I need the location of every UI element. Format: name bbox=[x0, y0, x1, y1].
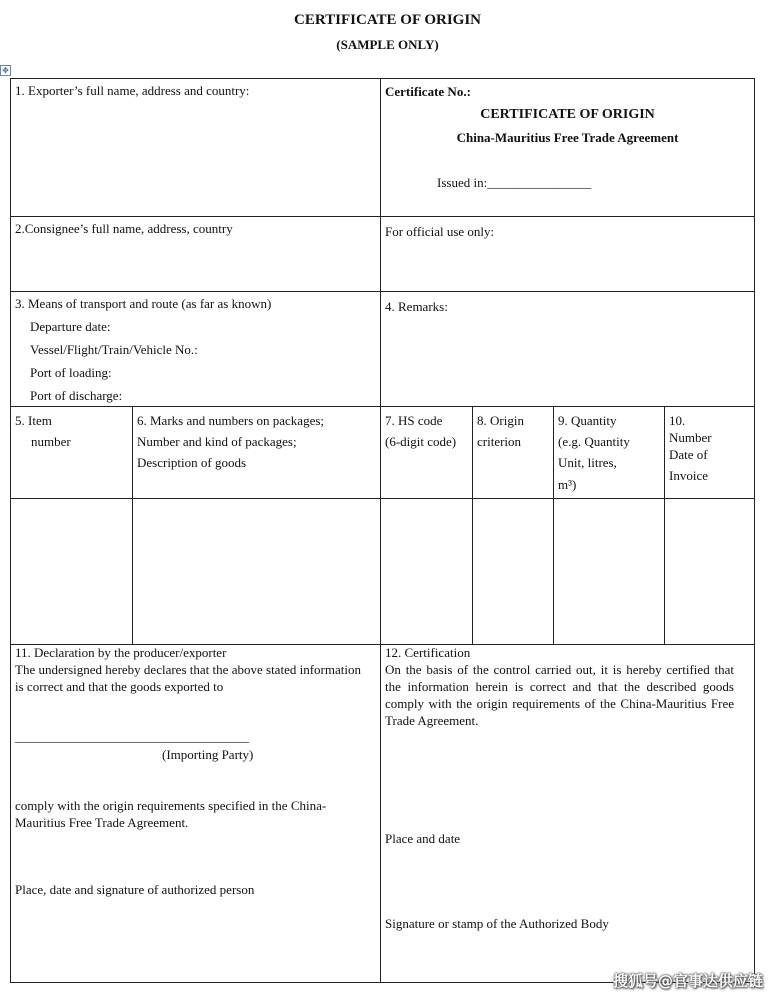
exporter-signature-label: Place, date and signature of authorized person bbox=[15, 882, 255, 897]
col-quantity-header: (e.g. Quantity bbox=[558, 434, 630, 449]
row-divider bbox=[10, 216, 755, 217]
row-divider bbox=[10, 498, 755, 499]
authorized-body-signature-label: Signature or stamp of the Authorized Body bbox=[385, 916, 609, 931]
col-quantity-header: m³) bbox=[558, 477, 577, 492]
table-border-right bbox=[754, 78, 755, 983]
column-divider bbox=[472, 406, 473, 645]
col-marks-header: Description of goods bbox=[137, 455, 247, 470]
col-item-number-header: 5. Item bbox=[15, 413, 52, 428]
place-and-date-label: Place and date bbox=[385, 831, 461, 846]
remarks-label: 4. Remarks: bbox=[385, 299, 448, 314]
col-quantity-header: Unit, litres, bbox=[558, 455, 617, 470]
table-move-handle-icon[interactable]: ✥ bbox=[0, 65, 11, 76]
column-divider bbox=[553, 406, 554, 645]
col-invoice-header: Number bbox=[669, 430, 712, 445]
col-hs-code-header: (6-digit code) bbox=[385, 434, 457, 449]
exporter-label: 1. Exporter’s full name, address and country: bbox=[15, 83, 250, 98]
transport-route-label: 3. Means of transport and route (as far as known) bbox=[15, 296, 272, 311]
declaration-text: The undersigned hereby declares that the above stated information is correct and that the goods exported to bbox=[15, 662, 361, 694]
declaration-heading: 11. Declaration by the producer/exporter bbox=[15, 645, 227, 660]
document-subtitle: (SAMPLE ONLY) bbox=[336, 37, 439, 52]
importing-party-blank[interactable]: ____________________________________ bbox=[15, 729, 249, 744]
importing-party-label: (Importing Party) bbox=[162, 747, 254, 762]
certification-heading: 12. Certification bbox=[385, 645, 471, 660]
table-border-top bbox=[10, 78, 755, 79]
col-origin-criterion-header: criterion bbox=[477, 434, 522, 449]
column-divider bbox=[380, 78, 381, 983]
col-marks-header: 6. Marks and numbers on packages; bbox=[137, 413, 325, 428]
certification-text: On the basis of the control carried out, it is hereby certified that the information herein is correct and that the described goods comply with the origin requirements of the China-Mauritius Free Trade Agreement. bbox=[385, 662, 734, 728]
col-quantity-header: 9. Quantity bbox=[558, 413, 617, 428]
vessel-label: Vessel/Flight/Train/Vehicle No.: bbox=[30, 342, 198, 357]
port-of-discharge-label: Port of discharge: bbox=[30, 388, 123, 403]
row-divider bbox=[10, 291, 755, 292]
port-of-loading-label: Port of loading: bbox=[30, 365, 112, 380]
col-origin-criterion-header: 8. Origin bbox=[477, 413, 524, 428]
agreement-name: China-Mauritius Free Trade Agreement bbox=[456, 130, 679, 145]
table-border-left bbox=[10, 78, 11, 983]
col-invoice-header: 10. bbox=[669, 413, 686, 428]
certificate-no-label: Certificate No.: bbox=[385, 84, 471, 99]
col-hs-code-header: 7. HS code bbox=[385, 413, 443, 428]
issued-in-field[interactable]: Issued in:________________ bbox=[437, 175, 592, 190]
comply-text: comply with the origin requirements specified in the China-Mauritius Free Trade Agreement. bbox=[15, 798, 327, 830]
consignee-label: 2.Consignee’s full name, address, country bbox=[15, 221, 233, 236]
column-divider bbox=[664, 406, 665, 645]
departure-date-label: Departure date: bbox=[30, 319, 111, 334]
col-invoice-header: Invoice bbox=[669, 468, 708, 483]
column-divider bbox=[132, 406, 133, 645]
col-invoice-header: Date of bbox=[669, 447, 708, 462]
source-watermark: 搜狐号@官事达供应链 bbox=[612, 972, 763, 990]
col-item-number-header: number bbox=[31, 434, 71, 449]
official-use-label: For official use only: bbox=[385, 224, 495, 239]
col-marks-header: Number and kind of packages; bbox=[137, 434, 297, 449]
certificate-title: CERTIFICATE OF ORIGIN bbox=[480, 107, 655, 122]
row-divider bbox=[10, 406, 755, 407]
document-title: CERTIFICATE OF ORIGIN bbox=[294, 12, 481, 28]
